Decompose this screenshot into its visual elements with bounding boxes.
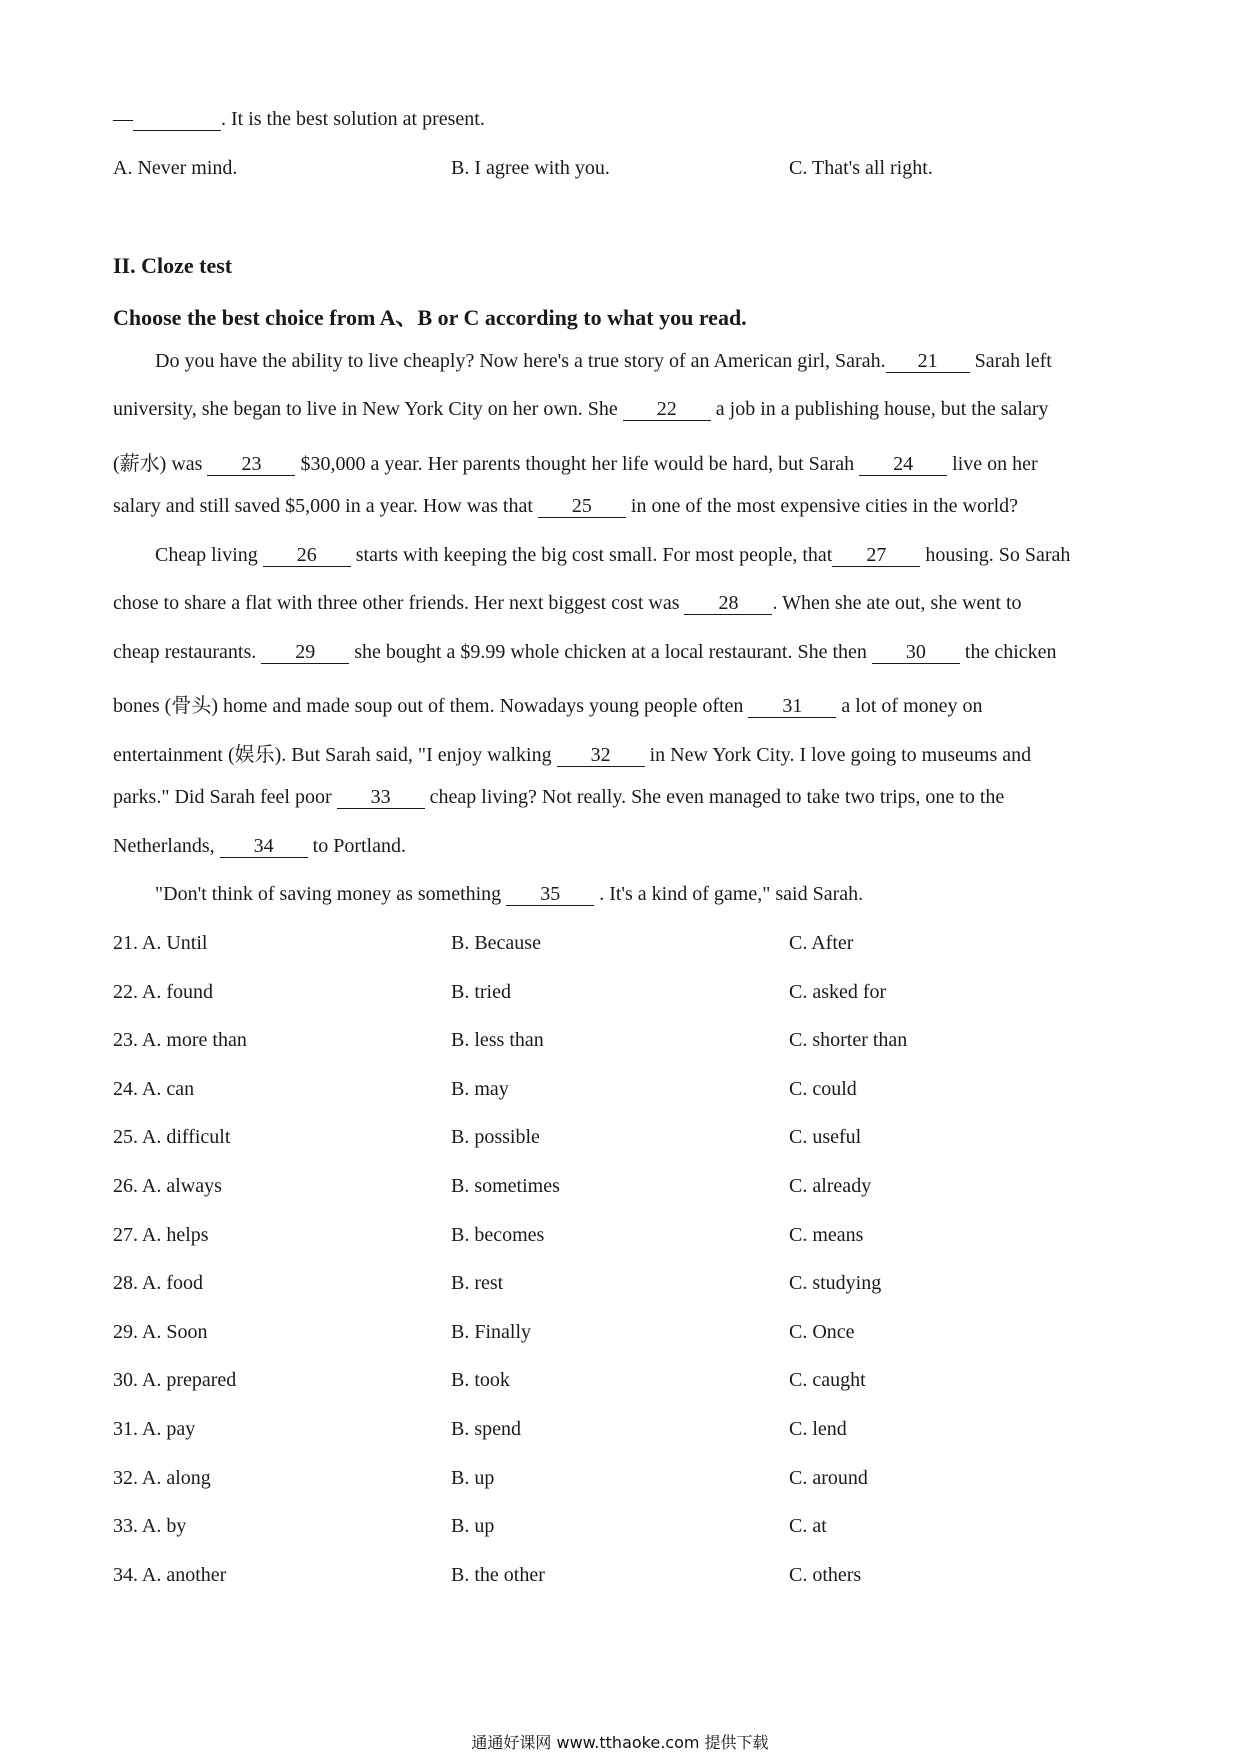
question-row	[0, 1515, 1240, 1545]
passage-text: a lot of money on	[841, 695, 983, 717]
option-a: 31. A. pay	[113, 1418, 196, 1440]
answer-blank	[133, 108, 221, 131]
option-c: C. lend	[789, 1418, 847, 1440]
passage-line	[113, 398, 1049, 421]
question-row	[0, 1175, 1240, 1205]
option-c: C. That's all right.	[789, 157, 933, 179]
option-a: 29. A. Soon	[113, 1320, 208, 1343]
blank-25: 25	[538, 495, 626, 518]
blank-26: 26	[263, 544, 351, 567]
option-b: B. up	[451, 1515, 495, 1538]
passage-line	[113, 835, 406, 858]
passage-text: she bought a $9.99 whole chicken at a local restaurant. She then	[354, 641, 867, 663]
question-row	[0, 1321, 1240, 1351]
passage-text: Netherlands,	[113, 835, 215, 857]
passage-text: . When she ate out, she went to	[772, 592, 1022, 614]
option-c: C. studying	[789, 1272, 882, 1295]
option-b: B. rest	[451, 1272, 504, 1295]
passage-text: chose to share a flat with three other friends. Her next biggest cost was	[113, 592, 680, 614]
option-b: B. Finally	[451, 1320, 532, 1343]
passage-line	[113, 495, 1018, 518]
option-b: B. possible	[451, 1126, 540, 1149]
passage-line	[113, 786, 1004, 809]
blank-22: 22	[623, 398, 711, 421]
passage-text: the chicken	[964, 641, 1057, 663]
option-c: C. caught	[789, 1369, 866, 1392]
blank-27: 27	[832, 544, 920, 567]
passage-text: housing. So Sarah	[925, 544, 1071, 566]
passage-text: university, she began to live in New York City on her own. She	[113, 398, 618, 420]
passage-text: a job in a publishing house, but the salary	[715, 398, 1049, 420]
passage-line	[113, 641, 1057, 664]
option-b: B. took	[451, 1369, 510, 1392]
passage-text: in New York City. I love going to museums and	[649, 744, 1032, 766]
option-c: C. means	[789, 1223, 864, 1246]
option-b: B. less than	[451, 1029, 544, 1052]
passage-text: "Don't think of saving money as something	[155, 883, 502, 905]
prev-question-text: . It is the best solution at present.	[221, 108, 485, 130]
option-a: 25. A. difficult	[113, 1126, 231, 1149]
option-b: B. the other	[451, 1563, 545, 1586]
section-instruction: Choose the best choice from A、B or C according to what you read.	[113, 305, 747, 330]
passage-text: Cheap living	[155, 544, 258, 566]
blank-21: 21	[886, 350, 970, 373]
passage-text: to Portland.	[312, 835, 406, 857]
blank-23: 23	[207, 453, 295, 476]
blank-35: 35	[506, 883, 594, 906]
passage-text: bones (骨头) home and made soup out of them. Nowadays young people often	[113, 695, 744, 717]
prev-question-dash: —	[113, 108, 133, 130]
option-a: 34. A. another	[113, 1563, 227, 1586]
option-b: B. tried	[451, 980, 511, 1003]
passage-text: starts with keeping the big cost small. For most people, that	[355, 544, 833, 566]
option-a: 28. A. food	[113, 1272, 203, 1295]
option-a: 33. A. by	[113, 1515, 187, 1538]
passage-text: . It's a kind of game," said Sarah.	[599, 883, 864, 905]
page-footer: 通通好课网 www.tthaoke.com 提供下载	[471, 1733, 769, 1752]
passage-line	[155, 350, 1052, 373]
passage-text: salary and still saved $5,000 in a year. How was that	[113, 495, 533, 517]
passage-text: Do you have the ability to live cheaply? Now here's a true story of an American girl, Sarah.	[155, 350, 886, 372]
passage-line	[113, 689, 983, 718]
prev-question-options	[0, 157, 1240, 187]
question-row	[0, 1369, 1240, 1399]
passage-text: cheap restaurants.	[113, 641, 257, 663]
passage-line	[155, 544, 1070, 567]
option-b: B. sometimes	[451, 1175, 560, 1197]
passage-text: parks." Did Sarah feel poor	[113, 786, 332, 808]
option-a: 26. A. always	[113, 1175, 222, 1197]
passage-line	[113, 738, 1031, 767]
option-a: 24. A. can	[113, 1077, 195, 1100]
passage-text: cheap living? Not really. She even managed to take two trips, one to the	[429, 786, 1005, 808]
option-b: B. becomes	[451, 1223, 545, 1246]
prev-question-stem	[113, 108, 485, 131]
question-row	[0, 1224, 1240, 1254]
option-b: B. spend	[451, 1418, 521, 1440]
passage-line	[113, 592, 1022, 615]
blank-24: 24	[859, 453, 947, 476]
blank-31: 31	[748, 695, 836, 718]
blank-30: 30	[872, 641, 960, 664]
question-row	[0, 1272, 1240, 1302]
blank-28: 28	[684, 592, 772, 615]
passage-line	[113, 447, 1038, 476]
question-row	[0, 1126, 1240, 1156]
option-c: C. others	[789, 1563, 862, 1586]
question-row	[0, 1418, 1240, 1448]
passage-text: in one of the most expensive cities in the world?	[630, 495, 1019, 517]
question-row	[0, 1467, 1240, 1497]
blank-33: 33	[337, 786, 425, 809]
option-a: 21. A. Until	[113, 932, 208, 954]
question-row	[0, 981, 1240, 1011]
option-a: 22. A. found	[113, 980, 213, 1003]
option-b: B. may	[451, 1077, 509, 1100]
option-a: 23. A. more than	[113, 1029, 247, 1052]
option-c: C. already	[789, 1175, 872, 1197]
option-c: C. After	[789, 932, 854, 954]
question-row	[0, 932, 1240, 962]
option-c: C. could	[789, 1077, 857, 1100]
blank-29: 29	[261, 641, 349, 664]
option-a: 27. A. helps	[113, 1223, 209, 1246]
question-row	[0, 1029, 1240, 1059]
option-c: C. asked for	[789, 980, 887, 1003]
option-c: C. Once	[789, 1320, 855, 1343]
option-a: 30. A. prepared	[113, 1369, 237, 1392]
option-b: B. I agree with you.	[451, 157, 610, 179]
question-row	[0, 1564, 1240, 1594]
passage-text: Sarah left	[974, 350, 1052, 372]
blank-32: 32	[557, 744, 645, 767]
option-c: C. at	[789, 1515, 827, 1538]
option-b: B. up	[451, 1466, 495, 1489]
passage-text: $30,000 a year. Her parents thought her life would be hard, but Sarah	[300, 453, 855, 475]
option-a: 32. A. along	[113, 1466, 211, 1489]
option-c: C. useful	[789, 1126, 862, 1149]
option-a: A. Never mind.	[113, 157, 238, 179]
option-c: C. shorter than	[789, 1029, 908, 1052]
blank-34: 34	[220, 835, 308, 858]
option-c: C. around	[789, 1466, 868, 1489]
passage-text: entertainment (娱乐). But Sarah said, "I enjoy walking	[113, 744, 552, 766]
option-b: B. Because	[451, 932, 541, 954]
section-title: II. Cloze test	[113, 253, 233, 278]
passage-text: live on her	[952, 453, 1038, 475]
passage-text: (薪水) was	[113, 453, 203, 475]
question-row	[0, 1078, 1240, 1108]
passage-line	[155, 883, 863, 906]
